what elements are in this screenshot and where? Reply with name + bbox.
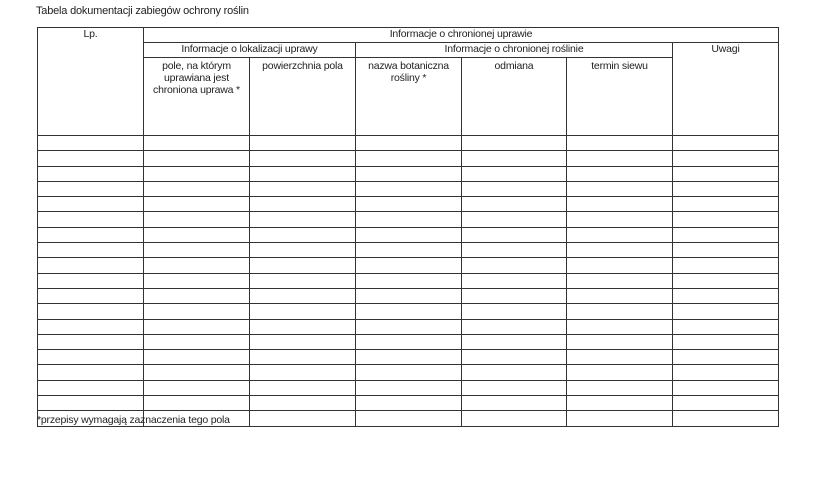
table-cell[interactable] bbox=[356, 396, 462, 411]
table-cell[interactable] bbox=[38, 288, 144, 303]
table-cell[interactable] bbox=[144, 197, 250, 212]
location-info-header: Informacje o lokalizacji uprawy bbox=[144, 43, 356, 58]
table-cell[interactable] bbox=[144, 227, 250, 242]
table-cell[interactable] bbox=[567, 411, 673, 426]
document-title: Tabela dokumentacji zabiegów ochrony roślin bbox=[36, 5, 249, 17]
table-cell[interactable] bbox=[250, 258, 356, 273]
table-cell[interactable] bbox=[38, 243, 144, 258]
table-cell[interactable] bbox=[673, 304, 779, 319]
table-cell[interactable] bbox=[567, 304, 673, 319]
table-row bbox=[38, 181, 779, 196]
table-cell[interactable] bbox=[567, 166, 673, 181]
table-cell[interactable] bbox=[673, 243, 779, 258]
table-cell[interactable] bbox=[250, 350, 356, 365]
table-cell[interactable] bbox=[250, 365, 356, 380]
table-cell[interactable] bbox=[356, 258, 462, 273]
table-cell[interactable] bbox=[462, 273, 567, 288]
table-cell[interactable] bbox=[250, 319, 356, 334]
table-cell[interactable] bbox=[567, 396, 673, 411]
table-row bbox=[38, 396, 779, 411]
table-cell[interactable] bbox=[567, 365, 673, 380]
table-cell[interactable] bbox=[38, 380, 144, 395]
field-area-header: powierzchnia pola bbox=[250, 58, 356, 136]
table-cell[interactable] bbox=[462, 258, 567, 273]
sowing-date-header: termin siewu bbox=[567, 58, 673, 136]
table-row bbox=[38, 350, 779, 365]
table-cell[interactable] bbox=[356, 166, 462, 181]
table-row bbox=[38, 365, 779, 380]
table-cell[interactable] bbox=[567, 136, 673, 151]
table-cell[interactable] bbox=[567, 181, 673, 196]
table-row bbox=[38, 212, 779, 227]
table-cell[interactable] bbox=[462, 197, 567, 212]
table-cell[interactable] bbox=[38, 319, 144, 334]
table-cell[interactable] bbox=[567, 319, 673, 334]
table-cell[interactable] bbox=[250, 136, 356, 151]
table-row bbox=[38, 319, 779, 334]
table-cell[interactable] bbox=[38, 151, 144, 166]
table-cell[interactable] bbox=[356, 212, 462, 227]
table-cell[interactable] bbox=[673, 288, 779, 303]
table-cell[interactable] bbox=[144, 350, 250, 365]
table-cell[interactable] bbox=[144, 319, 250, 334]
table-cell[interactable] bbox=[250, 334, 356, 349]
table-cell[interactable] bbox=[673, 212, 779, 227]
table-row bbox=[38, 243, 779, 258]
table-cell[interactable] bbox=[38, 258, 144, 273]
table-cell[interactable] bbox=[356, 136, 462, 151]
table-row bbox=[38, 227, 779, 242]
table-cell[interactable] bbox=[673, 350, 779, 365]
table-cell[interactable] bbox=[567, 243, 673, 258]
table-cell[interactable] bbox=[356, 151, 462, 166]
table-cell[interactable] bbox=[144, 166, 250, 181]
table-cell[interactable] bbox=[356, 227, 462, 242]
table-cell[interactable] bbox=[462, 334, 567, 349]
table-row bbox=[38, 288, 779, 303]
table-cell[interactable] bbox=[250, 243, 356, 258]
table-row bbox=[38, 334, 779, 349]
table-cell[interactable] bbox=[673, 136, 779, 151]
table-cell[interactable] bbox=[38, 396, 144, 411]
table-cell[interactable] bbox=[356, 197, 462, 212]
table-cell[interactable] bbox=[144, 136, 250, 151]
table-cell[interactable] bbox=[462, 350, 567, 365]
table-cell[interactable] bbox=[356, 181, 462, 196]
plant-info-header: Informacje o chronionej roślinie bbox=[356, 43, 673, 58]
table-cell[interactable] bbox=[144, 243, 250, 258]
table-cell[interactable] bbox=[250, 380, 356, 395]
table-cell[interactable] bbox=[673, 365, 779, 380]
table-cell[interactable] bbox=[250, 151, 356, 166]
table-cell[interactable] bbox=[38, 350, 144, 365]
table-cell[interactable] bbox=[462, 411, 567, 426]
table-cell[interactable] bbox=[356, 243, 462, 258]
table-cell[interactable] bbox=[567, 334, 673, 349]
table-cell[interactable] bbox=[673, 166, 779, 181]
table-cell[interactable] bbox=[250, 197, 356, 212]
table-cell[interactable] bbox=[356, 288, 462, 303]
table-cell[interactable] bbox=[38, 166, 144, 181]
table-cell[interactable] bbox=[356, 411, 462, 426]
table-cell[interactable] bbox=[673, 181, 779, 196]
table-cell[interactable] bbox=[356, 319, 462, 334]
table-cell[interactable] bbox=[462, 365, 567, 380]
table-cell[interactable] bbox=[144, 273, 250, 288]
table-row bbox=[38, 151, 779, 166]
table-cell[interactable] bbox=[38, 197, 144, 212]
table-cell[interactable] bbox=[250, 212, 356, 227]
table-cell[interactable] bbox=[356, 350, 462, 365]
table-cell[interactable] bbox=[567, 258, 673, 273]
table-cell[interactable] bbox=[673, 258, 779, 273]
table-cell[interactable] bbox=[144, 212, 250, 227]
footnote: *przepisy wymagają zaznaczenia tego pola bbox=[37, 414, 230, 426]
table-cell[interactable] bbox=[356, 273, 462, 288]
table-cell[interactable] bbox=[250, 396, 356, 411]
table-cell[interactable] bbox=[567, 350, 673, 365]
table-cell[interactable] bbox=[38, 227, 144, 242]
table-cell[interactable] bbox=[462, 166, 567, 181]
table-cell[interactable] bbox=[462, 227, 567, 242]
table-cell[interactable] bbox=[356, 304, 462, 319]
table-cell[interactable] bbox=[673, 273, 779, 288]
table-cell[interactable] bbox=[462, 380, 567, 395]
table-cell[interactable] bbox=[38, 181, 144, 196]
table-cell[interactable] bbox=[144, 181, 250, 196]
table-row bbox=[38, 136, 779, 151]
table-cell[interactable] bbox=[144, 258, 250, 273]
table-cell[interactable] bbox=[567, 380, 673, 395]
table-cell[interactable] bbox=[144, 365, 250, 380]
table-cell[interactable] bbox=[38, 304, 144, 319]
table-cell[interactable] bbox=[673, 227, 779, 242]
table-cell[interactable] bbox=[567, 273, 673, 288]
table-row bbox=[38, 258, 779, 273]
plant-protection-table bbox=[37, 27, 779, 427]
table-cell[interactable] bbox=[673, 396, 779, 411]
variety-header: odmiana bbox=[462, 58, 567, 136]
table-cell[interactable] bbox=[38, 365, 144, 380]
table-cell[interactable] bbox=[462, 288, 567, 303]
table-cell[interactable] bbox=[356, 365, 462, 380]
crop-info-header: Informacje o chronionej uprawie bbox=[144, 28, 779, 43]
table-cell[interactable] bbox=[144, 288, 250, 303]
table-row bbox=[38, 273, 779, 288]
table-cell[interactable] bbox=[673, 380, 779, 395]
table-cell[interactable] bbox=[462, 319, 567, 334]
table-cell[interactable] bbox=[250, 166, 356, 181]
table-row bbox=[38, 166, 779, 181]
table-cell[interactable] bbox=[144, 334, 250, 349]
table-row bbox=[38, 197, 779, 212]
table-cell[interactable] bbox=[567, 197, 673, 212]
table-row bbox=[38, 304, 779, 319]
table-cell[interactable] bbox=[38, 212, 144, 227]
table-cell[interactable] bbox=[144, 396, 250, 411]
table-cell[interactable] bbox=[673, 411, 779, 426]
table-cell[interactable] bbox=[567, 212, 673, 227]
table-cell[interactable] bbox=[144, 304, 250, 319]
table-cell[interactable] bbox=[38, 136, 144, 151]
table-cell[interactable] bbox=[356, 334, 462, 349]
table-cell[interactable] bbox=[567, 227, 673, 242]
table-cell[interactable] bbox=[356, 380, 462, 395]
table-cell[interactable] bbox=[250, 304, 356, 319]
table-cell[interactable] bbox=[250, 288, 356, 303]
lp-header: Lp. bbox=[38, 28, 144, 136]
table-cell[interactable] bbox=[38, 273, 144, 288]
field-header: pole, na którym uprawiana jest chroniona uprawa * bbox=[144, 58, 250, 136]
table-cell[interactable] bbox=[673, 319, 779, 334]
table-cell[interactable] bbox=[462, 243, 567, 258]
table-body bbox=[38, 136, 779, 427]
table-cell[interactable] bbox=[462, 181, 567, 196]
table-cell[interactable] bbox=[462, 396, 567, 411]
table-row bbox=[38, 380, 779, 395]
table-cell[interactable] bbox=[250, 411, 356, 426]
table-cell[interactable] bbox=[462, 304, 567, 319]
table-cell[interactable] bbox=[250, 273, 356, 288]
table-cell[interactable] bbox=[567, 288, 673, 303]
table-cell[interactable] bbox=[144, 151, 250, 166]
table-cell[interactable] bbox=[250, 227, 356, 242]
table-cell[interactable] bbox=[38, 334, 144, 349]
table-cell[interactable] bbox=[673, 197, 779, 212]
table-cell[interactable] bbox=[673, 151, 779, 166]
table-cell[interactable] bbox=[673, 334, 779, 349]
notes-header: Uwagi bbox=[673, 43, 779, 136]
table-cell[interactable] bbox=[462, 151, 567, 166]
table-cell[interactable] bbox=[462, 212, 567, 227]
table-cell[interactable] bbox=[250, 181, 356, 196]
table-cell[interactable] bbox=[144, 380, 250, 395]
botanical-name-header: nazwa botaniczna rośliny * bbox=[356, 58, 462, 136]
table-cell[interactable] bbox=[462, 136, 567, 151]
table-cell[interactable] bbox=[567, 151, 673, 166]
